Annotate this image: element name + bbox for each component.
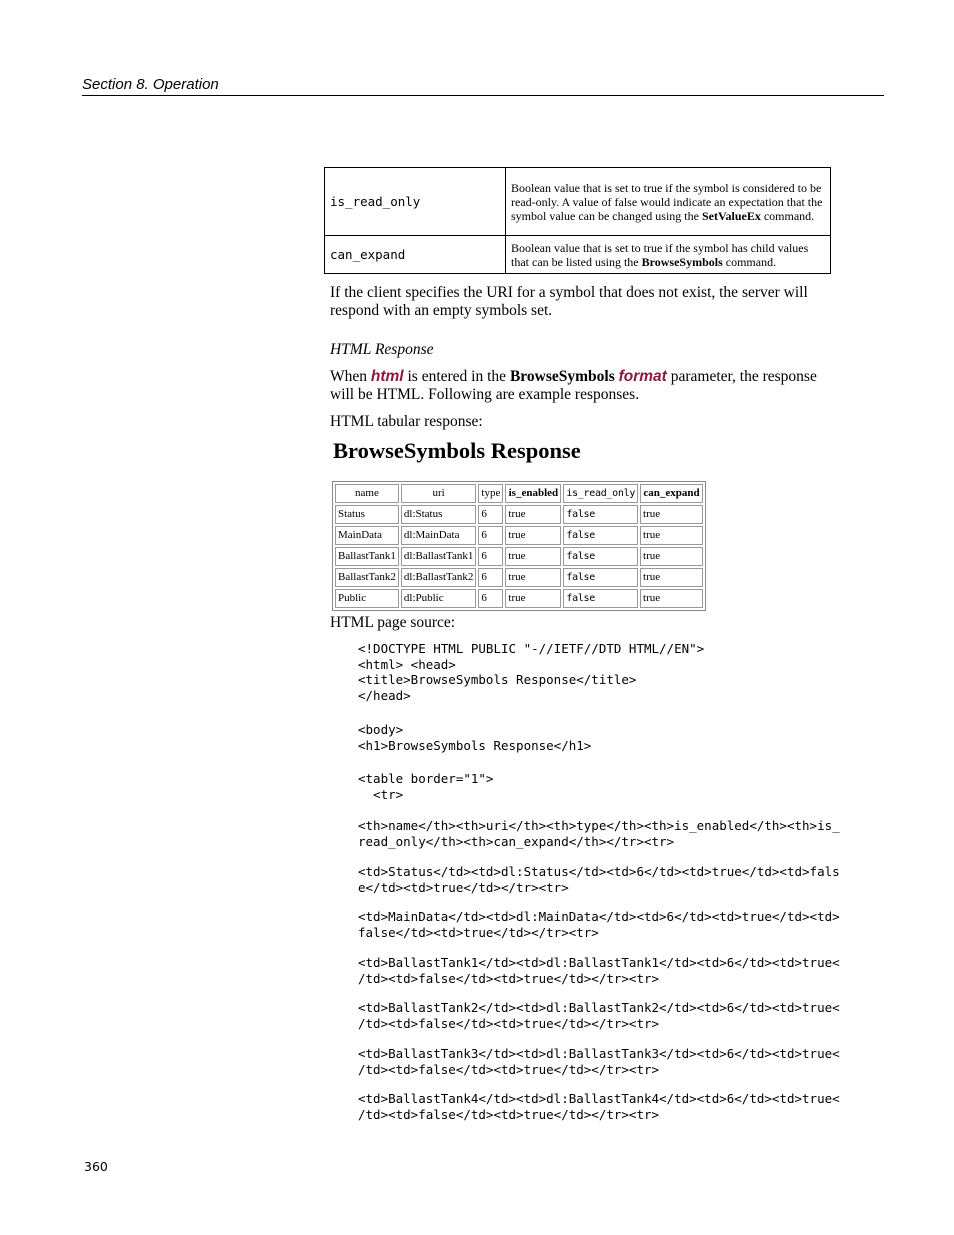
cell-type: 6: [478, 526, 503, 545]
cell-uri: dl:BallastTank1: [401, 547, 477, 566]
cell-type: 6: [478, 589, 503, 608]
cell-name: Status: [335, 505, 399, 524]
field-key: can_expand: [325, 236, 506, 274]
cell-name: MainData: [335, 526, 399, 545]
table-row: [325, 168, 831, 236]
cell-is-enabled: true: [505, 526, 561, 545]
col-header-can-expand: can_expand: [640, 484, 703, 503]
html-response-heading: HTML Response: [330, 341, 434, 358]
html-keyword: html: [370, 368, 404, 385]
col-header-is-enabled: is_enabled: [505, 484, 561, 503]
cell-type: 6: [478, 505, 503, 524]
col-header-is-read-only: is_read_only: [563, 484, 638, 503]
cell-name: BallastTank1: [335, 547, 399, 566]
running-header: Section 8. Operation: [82, 76, 884, 96]
code-block: <td>BallastTank4</td><td>dl:BallastTank4</td><td>6</td><td>true< /td><td>false</td><td>true</td></tr><tr>: [358, 1091, 840, 1122]
cell-is-enabled: true: [505, 505, 561, 524]
table-row: [335, 526, 703, 545]
field-key: is_read_only: [325, 168, 506, 236]
table-row: [335, 547, 703, 566]
nonexistent-uri-paragraph: If the client specifies the URI for a symbol that does not exist, the server will respond with an empty symbols set.: [330, 284, 808, 319]
response-title: BrowseSymbols Response: [333, 438, 581, 463]
cell-is-read-only: false: [563, 568, 638, 587]
cell-is-read-only: false: [563, 547, 638, 566]
cell-type: 6: [478, 547, 503, 566]
code-block: <!DOCTYPE HTML PUBLIC "-//IETF//DTD HTML//EN"> <html> <head> <title>BrowseSymbols Response</title> </head>: [358, 641, 705, 703]
field-description: Boolean value that is set to true if the symbol is considered to be read-only. A value of false would indicate an expectation that the symbol value can be changed using the SetValueEx command.: [506, 168, 831, 236]
cell-uri: dl:MainData: [401, 526, 477, 545]
code-block: <table border="1"> <tr>: [358, 771, 494, 802]
col-header-type: type: [478, 484, 503, 503]
cell-uri: dl:Status: [401, 505, 477, 524]
header-row: [335, 484, 703, 503]
cell-is-enabled: true: [505, 589, 561, 608]
table-row: [325, 236, 831, 274]
table-row: [335, 505, 703, 524]
field-definitions-table: [324, 167, 831, 274]
cell-is-enabled: true: [505, 547, 561, 566]
cell-uri: dl:Public: [401, 589, 477, 608]
format-paragraph: When html is entered in the BrowseSymbols format parameter, the response will be HTML. Following are example responses.: [330, 368, 817, 403]
cell-is-read-only: false: [563, 526, 638, 545]
cell-can-expand: true: [640, 505, 703, 524]
code-block: <td>BallastTank3</td><td>dl:BallastTank3</td><td>6</td><td>true< /td><td>false</td><td>true</td></tr><tr>: [358, 1046, 840, 1077]
cell-is-read-only: false: [563, 505, 638, 524]
format-keyword: format: [618, 368, 667, 385]
tabular-label: HTML tabular response:: [330, 413, 483, 430]
code-block: <td>BallastTank2</td><td>dl:BallastTank2</td><td>6</td><td>true< /td><td>false</td><td>true</td></tr><tr>: [358, 1000, 840, 1031]
cell-can-expand: true: [640, 547, 703, 566]
cell-name: Public: [335, 589, 399, 608]
code-block: <td>Status</td><td>dl:Status</td><td>6</td><td>true</td><td>fals e</td><td>true</td></tr><tr>: [358, 864, 840, 895]
table-row: [335, 568, 703, 587]
code-block: <td>MainData</td><td>dl:MainData</td><td>6</td><td>true</td><td> false</td><td>true</td></tr><tr>: [358, 909, 840, 940]
table-row: [335, 589, 703, 608]
cell-is-read-only: false: [563, 589, 638, 608]
field-description: Boolean value that is set to true if the symbol has child values that can be listed using the BrowseSymbols command.: [506, 236, 831, 274]
page-number: 360: [84, 1159, 108, 1174]
cell-type: 6: [478, 568, 503, 587]
source-label: HTML page source:: [330, 614, 456, 631]
code-block: <td>BallastTank1</td><td>dl:BallastTank1</td><td>6</td><td>true< /td><td>false</td><td>true</td></tr><tr>: [358, 955, 840, 986]
code-block: <th>name</th><th>uri</th><th>type</th><th>is_enabled</th><th>is_ read_only</th><th>can_expand</th></tr><tr>: [358, 818, 840, 849]
cell-name: BallastTank2: [335, 568, 399, 587]
cell-is-enabled: true: [505, 568, 561, 587]
cell-uri: dl:BallastTank2: [401, 568, 477, 587]
response-table: [332, 481, 706, 611]
code-block: <body> <h1>BrowseSymbols Response</h1>: [358, 722, 592, 753]
cell-can-expand: true: [640, 568, 703, 587]
cell-can-expand: true: [640, 526, 703, 545]
cell-can-expand: true: [640, 589, 703, 608]
col-header-name: name: [335, 484, 399, 503]
col-header-uri: uri: [401, 484, 477, 503]
